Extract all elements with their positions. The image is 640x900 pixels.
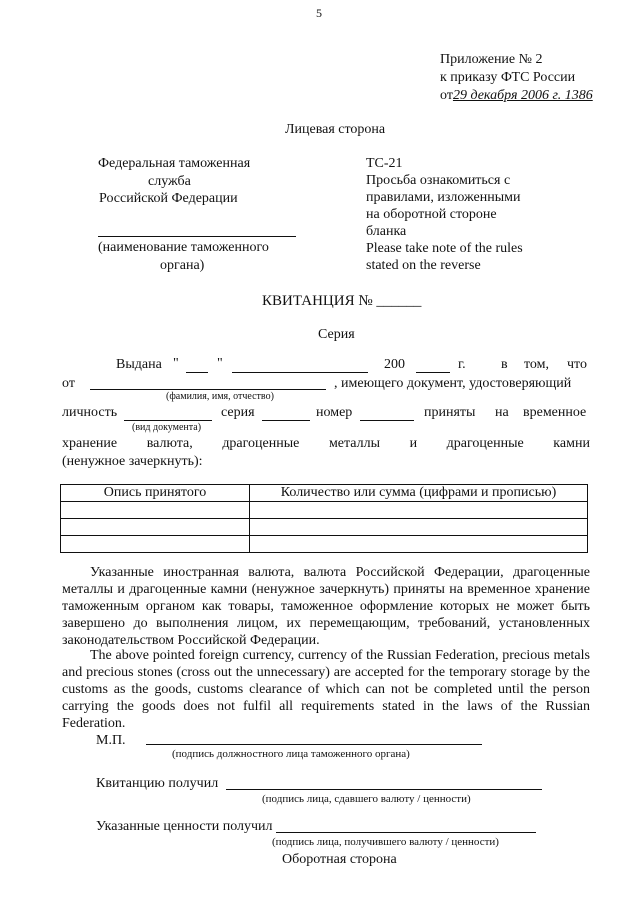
- received-signature-line[interactable]: [226, 789, 542, 790]
- table-row: [61, 536, 588, 553]
- statement-en: The above pointed foreign currency, currency of the Russian Federation, precious metals and precious stones (cross out the unnecessary) are accepted for the temporary storage by the customs as the goods, customs clearance of which can not be completed until the person carrying the goods does not fulfil all requirements stated in the laws of the Russian Federation.: [62, 648, 590, 731]
- form-note-ru-4: бланка: [366, 224, 407, 239]
- items-line: [62, 436, 590, 452]
- fio-field[interactable]: [90, 389, 326, 390]
- table-cell[interactable]: [250, 536, 588, 553]
- header-amount: Количество или сумма (цифрами и прописью): [250, 485, 588, 502]
- doc-type-caption: (вид документа): [132, 422, 202, 433]
- form-note-ru-3: на оборотной стороне: [366, 207, 497, 222]
- year-prefix: 200: [384, 357, 405, 372]
- word-v: в: [501, 357, 508, 372]
- issuer-line-2: служба: [148, 174, 191, 189]
- issued-label: Выдана: [116, 357, 162, 372]
- form-note-ru-2: правилами, изложенными: [366, 190, 521, 205]
- word-vremennoe: временное: [523, 405, 587, 420]
- statement-ru: Указанные иностранная валюта, валюта Российской Федерации, драгоценные металлы и драгоценные камни (ненужное зачеркнуть) приняты на временное хранение таможенным органом как товары, таможенное оформление которых не может быть завершено до выполнения лицом, их перемещающим, требований, установленных законодательством Российской Федерации.: [62, 565, 590, 648]
- nomer-label: номер: [316, 405, 353, 420]
- issuer-line-3: Российской Федерации: [99, 191, 238, 206]
- table-header-row: [61, 485, 588, 502]
- valuables-signature-line[interactable]: [276, 832, 536, 833]
- word-na: на: [495, 405, 509, 420]
- annex-line-1: Приложение № 2: [440, 52, 543, 67]
- issuer-line-1: Федеральная таможенная: [98, 156, 251, 171]
- header-description: Опись принятого: [61, 485, 250, 502]
- word-chto: что: [567, 357, 587, 372]
- year-suffix: г.: [458, 357, 466, 372]
- table-row: [61, 519, 588, 536]
- side-title: Лицевая сторона: [285, 122, 386, 137]
- word-i: и: [409, 436, 418, 451]
- table-row: [61, 502, 588, 519]
- quote-open: ": [173, 356, 179, 371]
- received-signature-caption: (подпись лица, сдавшего валюту / ценности): [262, 793, 471, 805]
- annex-handwritten-date: 29 декабря 2006 г. 1386: [452, 88, 593, 103]
- form-note-en-2: stated on the reverse: [366, 258, 481, 273]
- day-field[interactable]: [186, 372, 208, 373]
- received-label: Квитанцию получил: [96, 776, 219, 791]
- reverse-title: Оборотная сторона: [282, 852, 397, 867]
- form-note-en-1: Please take note of the rules: [366, 241, 523, 256]
- issuer-caption-2: органа): [160, 258, 205, 273]
- doc-type-field[interactable]: [124, 420, 212, 421]
- doc-text: , имеющего документ, удостоверяющий: [334, 376, 572, 391]
- month-field[interactable]: [232, 372, 368, 373]
- seria-field[interactable]: [262, 420, 310, 421]
- identity-label: личность: [62, 405, 118, 420]
- word-dragocennye-2: драгоценные: [446, 436, 524, 451]
- table-cell[interactable]: [61, 536, 250, 553]
- issuer-caption-1: (наименование таможенного: [98, 240, 269, 255]
- official-signature-caption: (подпись должностного лица таможенного органа): [172, 748, 410, 760]
- word-prinyaty: приняты: [424, 405, 476, 420]
- nomer-field[interactable]: [360, 420, 414, 421]
- word-valyuta: валюта,: [146, 436, 193, 451]
- word-kamni: камни: [553, 436, 590, 451]
- annex-line-3: [440, 88, 593, 104]
- table-cell[interactable]: [250, 502, 588, 519]
- word-metally: металлы: [328, 436, 381, 451]
- official-signature-line[interactable]: [146, 744, 482, 745]
- table-cell[interactable]: [61, 519, 250, 536]
- table-cell[interactable]: [61, 502, 250, 519]
- series-label: Серия: [318, 327, 355, 342]
- stamp-mp: М.П.: [96, 733, 126, 748]
- receipt-table: [60, 484, 588, 553]
- strike-note: (ненужное зачеркнуть):: [62, 454, 203, 469]
- form-code: ТС-21: [366, 156, 403, 171]
- receipt-title: КВИТАНЦИЯ № ______: [262, 293, 422, 309]
- word-dragocennye-1: драгоценные: [222, 436, 300, 451]
- valuables-signature-caption: (подпись лица, получившего валюту / ценности): [272, 836, 499, 848]
- issuer-name-underline[interactable]: [98, 236, 296, 237]
- word-khranenie: хранение: [62, 436, 118, 451]
- page-number: 5: [316, 6, 322, 20]
- annex-date-prefix: от: [440, 88, 453, 103]
- annex-line-2: к приказу ФТС России: [440, 70, 576, 85]
- from-label: от: [62, 376, 75, 391]
- fio-caption: (фамилия, имя, отчество): [166, 391, 274, 402]
- word-tom: том,: [524, 357, 550, 372]
- quote-close: ": [217, 356, 223, 371]
- table-cell[interactable]: [250, 519, 588, 536]
- form-note-ru-1: Просьба ознакомиться с: [366, 173, 511, 188]
- year-field[interactable]: [416, 372, 450, 373]
- seria-label: серия: [221, 405, 255, 420]
- valuables-label: Указанные ценности получил: [96, 819, 273, 834]
